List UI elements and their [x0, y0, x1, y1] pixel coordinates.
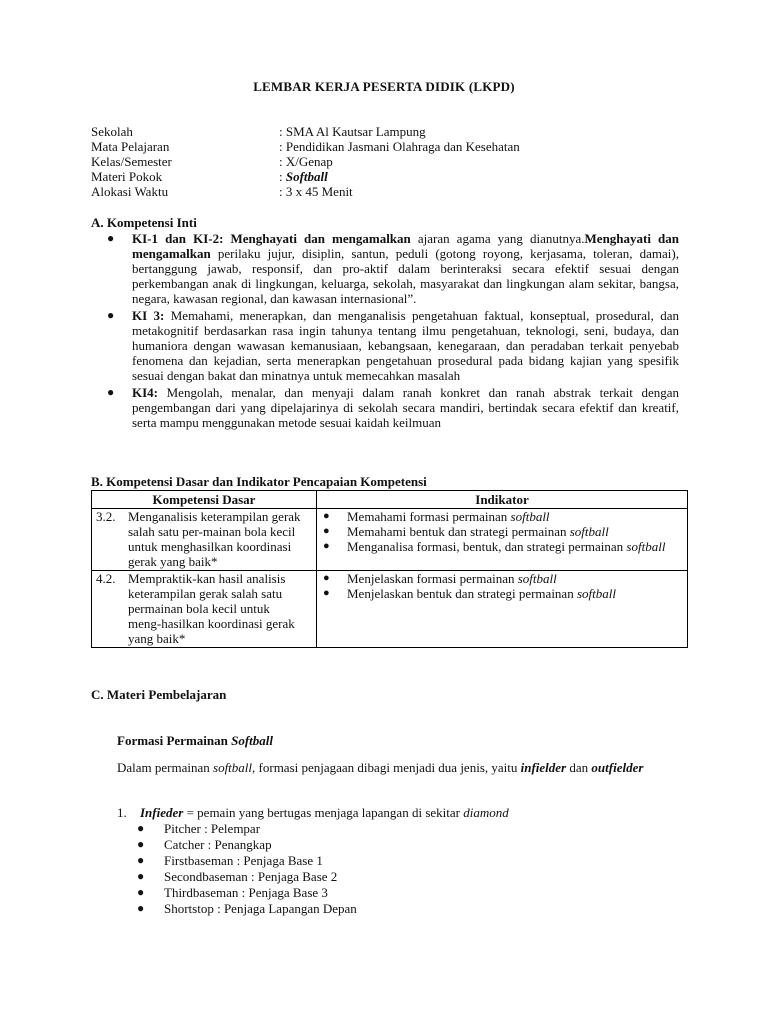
position-text: Thirdbaseman : Penjaga Base 3 — [164, 885, 328, 900]
bullet-icon: ● — [323, 572, 330, 584]
identity-value: Softball — [285, 169, 328, 184]
position-text: Firstbaseman : Penjaga Base 1 — [164, 853, 323, 868]
ki-item — [107, 231, 679, 306]
kd-text: Mempraktik-kan hasil analisis keterampilan gerak salah satu permainan bola kecil untuk meng-hasilkan koordinasi gerak yang baik* — [128, 571, 295, 646]
bullet-icon: ● — [323, 540, 330, 552]
item-em: diamond — [463, 805, 509, 820]
identity-label: Alokasi Waktu — [91, 184, 169, 199]
identity-row-school — [91, 124, 520, 139]
para-text: , formasi penjagaan dibagi menjadi dua jenis, yaitu — [252, 760, 521, 775]
table-header-row — [92, 491, 688, 509]
indicator-text: Menjelaskan bentuk dan strategi permainan — [347, 586, 577, 601]
kd-text: Menganalisis keterampilan gerak salah satu per-mainan bola kecil untuk menghasilkan koordinasi gerak yang baik* — [128, 509, 301, 569]
indicator-text: Memahami formasi permainan — [347, 509, 511, 524]
list-item — [137, 885, 357, 901]
bullet-icon: ● — [137, 901, 145, 915]
indicator-text: Menjelaskan formasi permainan — [347, 571, 518, 586]
identity-row-subject — [91, 139, 520, 154]
list-item — [137, 853, 357, 869]
position-text: Secondbaseman : Penjaga Base 2 — [164, 869, 338, 884]
bullet-icon: ● — [137, 853, 145, 867]
indicator-text: Memahami bentuk dan strategi permainan — [347, 524, 570, 539]
competency-table — [91, 490, 688, 648]
kd-cell — [92, 509, 317, 571]
document-title: LEMBAR KERJA PESERTA DIDIK (LKPD) — [253, 79, 515, 94]
position-text: Pitcher : Pelempar — [164, 821, 261, 836]
bullet-icon: ● — [323, 525, 330, 537]
list-item — [321, 539, 683, 554]
kd-cell — [92, 571, 317, 648]
section-b-heading: B. Kompetensi Dasar dan Indikator Pencapaian Kompetensi — [91, 474, 427, 489]
ki-text: ajaran agama yang dianutnya. — [410, 231, 585, 246]
identity-label: Materi Pokok — [91, 169, 163, 184]
indicator-list — [321, 509, 683, 554]
list-item — [321, 509, 683, 524]
identity-row-class — [91, 154, 520, 169]
identity-block — [91, 124, 520, 199]
identity-value: : X/Genap — [279, 154, 333, 169]
ki-text: Mengolah, menalar, dan menyaji dalam ranah konkret dan ranah abstrak terkait dengan pengembangan dari yang dipelajarinya di sekolah secara mandiri, bertindak secara efektif dan kreatif, serta mampu menggunakan metode sesuai kaidah keilmuan — [132, 385, 679, 430]
bullet-icon: ● — [323, 510, 330, 522]
materi-sub-prefix: Formasi Permainan — [117, 733, 232, 748]
identity-value-prefix: : — [279, 169, 286, 184]
identity-label: Mata Pelajaran — [91, 139, 170, 154]
identity-value: : SMA Al Kautsar Lampung — [279, 124, 426, 139]
bullet-icon: ● — [137, 837, 145, 851]
ki-bold: KI4: — [132, 385, 158, 400]
position-list — [137, 821, 357, 917]
kd-number: 4.2. — [96, 571, 116, 586]
materi-sub-em: Softball — [231, 733, 273, 748]
para-term: outfielder — [591, 760, 644, 775]
list-item — [321, 586, 683, 601]
para-text: Dalam permainan — [117, 760, 214, 775]
table-row — [92, 509, 688, 571]
item-number: 1. — [117, 805, 127, 820]
item-term: Infieder — [140, 805, 184, 820]
indicator-em: softball — [510, 509, 550, 524]
ki-bold: Menghayati dan mengamalkan — [132, 231, 680, 261]
item-text: = pemain yang bertugas menjaga lapangan di sekitar — [183, 805, 464, 820]
identity-label: Sekolah — [91, 124, 133, 139]
bullet-icon: ● — [107, 385, 115, 399]
indicator-list — [321, 571, 683, 601]
list-item — [137, 869, 357, 885]
materi-subheading — [117, 733, 273, 748]
indicator-em: softball — [569, 524, 609, 539]
para-term: infielder — [520, 760, 567, 775]
indicator-em: softball — [517, 571, 557, 586]
indicator-em: softball — [626, 539, 666, 554]
ki-item — [107, 385, 679, 430]
ki-text: perilaku jujur, disiplin, santun, peduli (gotong royong, kerjasama, toleran, damai), bertanggung jawab, responsif, dan pro-aktif dalam berinteraksi secara efektif sesuai dengan perkembangan anak di lingkungan, keluarga, sekolah, masyarakat dan lingkungan alam sekitar, bangsa, negara, kawasan regional, dan kawasan internasional”. — [132, 246, 679, 306]
bullet-icon: ● — [107, 231, 115, 245]
ki-bold: KI-1 dan KI-2: Menghayati dan mengamalkan — [132, 231, 411, 246]
table-row — [92, 571, 688, 648]
bullet-icon: ● — [137, 885, 145, 899]
list-item — [137, 901, 357, 917]
list-item — [137, 837, 357, 853]
bullet-icon: ● — [323, 587, 330, 599]
indicator-cell — [317, 509, 688, 571]
bullet-icon: ● — [137, 869, 145, 883]
identity-row-topic — [91, 169, 520, 184]
ki-text: Memahami, menerapkan, dan menganalisis pengetahuan faktual, konseptual, prosedural, dan metakognitif berdasarkan rasa ingin tahunya tentang ilmu pengetahuan, teknologi, seni, budaya, dan humaniora dengan wawasan kemanusiaan, kebangsaan, kenegaraan, dan peradaban terkait penyebab fenomena dan kejadian, serta menerapkan pengetahuan prosedural pada bidang kajian yang spesifik sesuai dengan bakat dan minatnya untuk memecahkan masalah — [132, 308, 680, 383]
bullet-icon: ● — [107, 308, 115, 322]
indicator-em: softball — [576, 586, 616, 601]
para-em: softball — [213, 760, 253, 775]
ki-bold: KI 3: — [132, 308, 165, 323]
list-item — [137, 821, 357, 837]
materi-paragraph — [117, 760, 687, 775]
bullet-icon: ● — [137, 821, 145, 835]
identity-label: Kelas/Semester — [91, 154, 172, 169]
list-item — [321, 524, 683, 539]
ki-item — [107, 308, 679, 383]
indicator-text: Menganalisa formasi, bentuk, dan strategi permainan — [347, 539, 627, 554]
identity-value: : Pendidikan Jasmani Olahraga dan Kesehatan — [279, 139, 520, 154]
ki-list — [107, 231, 679, 432]
indicator-cell — [317, 571, 688, 648]
section-a-heading: A. Kompetensi Inti — [91, 215, 197, 230]
kd-number: 3.2. — [96, 509, 116, 524]
identity-row-time — [91, 184, 520, 199]
position-text: Shortstop : Penjaga Lapangan Depan — [164, 901, 357, 916]
position-text: Catcher : Penangkap — [164, 837, 272, 852]
numbered-item — [117, 805, 509, 820]
table-header-kd: Kompetensi Dasar — [92, 491, 317, 509]
identity-value: : 3 x 45 Menit — [279, 184, 353, 199]
section-c-heading: C. Materi Pembelajaran — [91, 687, 227, 702]
para-text: dan — [566, 760, 592, 775]
table-header-indicator: Indikator — [317, 491, 688, 509]
list-item — [321, 571, 683, 586]
